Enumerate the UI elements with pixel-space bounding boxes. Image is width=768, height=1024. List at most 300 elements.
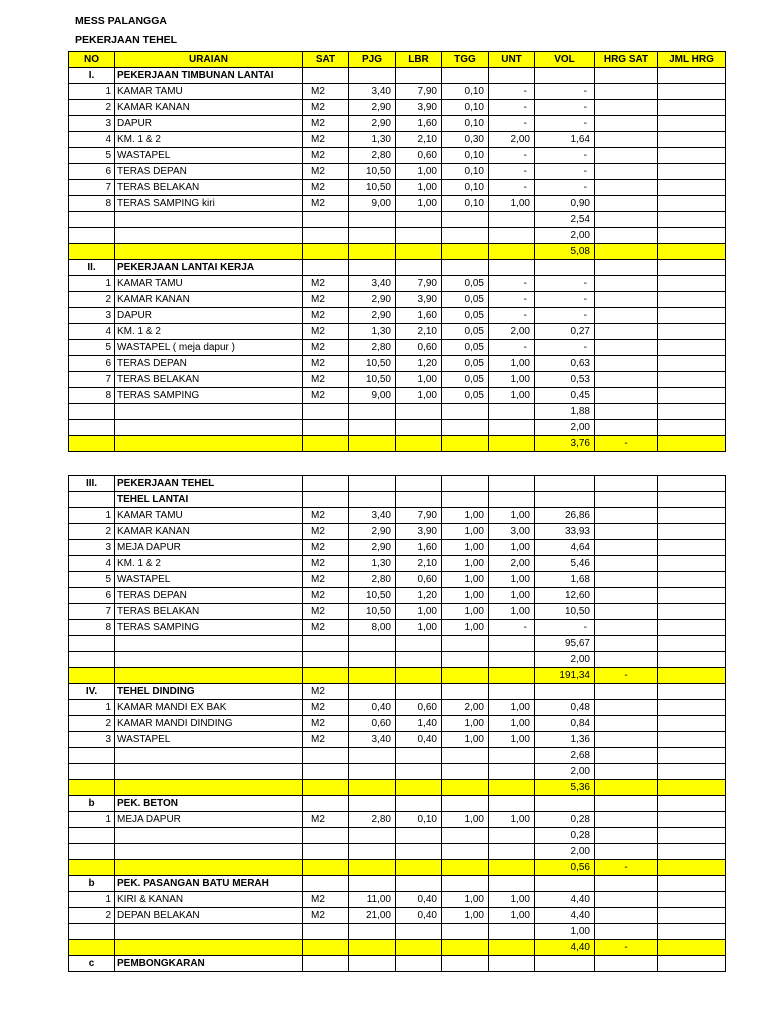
cell-no: 1	[69, 700, 115, 716]
cell-no	[69, 924, 115, 940]
cell-sat: M2	[303, 388, 349, 404]
column-header: JML HRG	[658, 52, 726, 68]
cell-hrg	[595, 324, 658, 340]
cell-vol: 2,54	[535, 212, 595, 228]
cell-uraian	[115, 860, 303, 876]
cell-tgg	[442, 876, 489, 892]
cell-pjg	[349, 876, 396, 892]
cell-jml	[658, 876, 726, 892]
cell-unt: 1,00	[489, 588, 535, 604]
cell-uraian: TERAS SAMPING	[115, 388, 303, 404]
cell-sat: M2	[303, 812, 349, 828]
cell-pjg	[349, 260, 396, 276]
cell-jml	[658, 924, 726, 940]
cell-lbr: 0,60	[396, 340, 442, 356]
total-row	[69, 436, 726, 452]
cell-uraian: WASTAPEL	[115, 148, 303, 164]
cell-hrg	[595, 508, 658, 524]
cell-unt	[489, 764, 535, 780]
cell-lbr	[396, 244, 442, 260]
cell-lbr	[396, 828, 442, 844]
total-row	[69, 668, 726, 684]
cell-unt	[489, 956, 535, 972]
cell-tgg	[442, 244, 489, 260]
cell-jml	[658, 100, 726, 116]
cell-jml	[658, 636, 726, 652]
cell-tgg	[442, 668, 489, 684]
cell-tgg	[442, 860, 489, 876]
cell-tgg: 0,10	[442, 84, 489, 100]
cell-uraian: KAMAR KANAN	[115, 524, 303, 540]
cell-uraian: TERAS DEPAN	[115, 164, 303, 180]
table-row	[69, 892, 726, 908]
cell-lbr: 1,00	[396, 164, 442, 180]
cell-hrg	[595, 84, 658, 100]
cell-jml	[658, 420, 726, 436]
cell-uraian: PEK. PASANGAN BATU MERAH	[115, 876, 303, 892]
cell-jml	[658, 844, 726, 860]
cell-no: b	[69, 876, 115, 892]
cell-jml	[658, 196, 726, 212]
table-row	[69, 164, 726, 180]
cell-pjg: 0,60	[349, 716, 396, 732]
cell-pjg: 10,50	[349, 604, 396, 620]
cell-uraian: KAMAR KANAN	[115, 292, 303, 308]
cell-no: II.	[69, 260, 115, 276]
cell-hrg	[595, 180, 658, 196]
cell-vol: -	[535, 148, 595, 164]
cell-unt	[489, 244, 535, 260]
table-row	[69, 540, 726, 556]
table-row	[69, 716, 726, 732]
cell-hrg	[595, 420, 658, 436]
cell-unt: -	[489, 340, 535, 356]
cell-uraian: MEJA DAPUR	[115, 540, 303, 556]
table-row	[69, 636, 726, 652]
cell-vol: 191,34	[535, 668, 595, 684]
cell-uraian	[115, 228, 303, 244]
cell-no: 1	[69, 892, 115, 908]
cell-sat	[303, 956, 349, 972]
cell-tgg	[442, 260, 489, 276]
cell-sat	[303, 764, 349, 780]
cell-vol: 2,00	[535, 844, 595, 860]
cell-hrg	[595, 404, 658, 420]
cell-hrg	[595, 372, 658, 388]
cell-sat: M2	[303, 620, 349, 636]
cell-sat	[303, 780, 349, 796]
cell-hrg	[595, 572, 658, 588]
cell-hrg: -	[595, 860, 658, 876]
cell-unt: -	[489, 116, 535, 132]
cell-lbr	[396, 260, 442, 276]
cell-vol: 3,76	[535, 436, 595, 452]
cell-hrg	[595, 892, 658, 908]
cell-lbr: 0,40	[396, 892, 442, 908]
cell-pjg: 2,90	[349, 116, 396, 132]
cell-lbr	[396, 844, 442, 860]
cell-jml	[658, 652, 726, 668]
cell-vol	[535, 876, 595, 892]
cell-unt: 1,00	[489, 196, 535, 212]
cell-unt	[489, 828, 535, 844]
cell-vol: 10,50	[535, 604, 595, 620]
cell-jml	[658, 228, 726, 244]
cell-no: 2	[69, 908, 115, 924]
cell-lbr: 1,40	[396, 716, 442, 732]
cell-sat	[303, 796, 349, 812]
cell-jml	[658, 684, 726, 700]
cell-jml	[658, 492, 726, 508]
cell-uraian: KM. 1 & 2	[115, 324, 303, 340]
cell-lbr: 0,60	[396, 572, 442, 588]
cell-hrg	[595, 116, 658, 132]
cell-uraian: KAMAR KANAN	[115, 100, 303, 116]
cell-no: 3	[69, 540, 115, 556]
cell-no: 7	[69, 604, 115, 620]
work-table-1	[68, 51, 726, 452]
cell-sat	[303, 260, 349, 276]
cell-uraian: KIRI & KANAN	[115, 892, 303, 908]
cell-lbr	[396, 68, 442, 84]
cell-vol: 0,28	[535, 828, 595, 844]
cell-unt	[489, 212, 535, 228]
cell-lbr: 1,60	[396, 308, 442, 324]
cell-tgg	[442, 436, 489, 452]
table-row	[69, 420, 726, 436]
cell-pjg: 2,80	[349, 148, 396, 164]
cell-lbr: 1,00	[396, 604, 442, 620]
page-subtitle: PEKERJAAN TEHEL	[75, 34, 178, 46]
table-row	[69, 556, 726, 572]
cell-lbr: 1,00	[396, 388, 442, 404]
column-header: TGG	[442, 52, 489, 68]
cell-no	[69, 828, 115, 844]
cell-pjg	[349, 228, 396, 244]
cell-unt	[489, 876, 535, 892]
cell-no	[69, 652, 115, 668]
cell-lbr: 7,90	[396, 276, 442, 292]
cell-uraian	[115, 652, 303, 668]
cell-unt	[489, 420, 535, 436]
cell-tgg	[442, 764, 489, 780]
cell-jml	[658, 292, 726, 308]
cell-sat	[303, 228, 349, 244]
cell-tgg	[442, 652, 489, 668]
cell-unt	[489, 260, 535, 276]
table-row	[69, 100, 726, 116]
cell-hrg	[595, 308, 658, 324]
cell-tgg: 0,05	[442, 292, 489, 308]
table-row	[69, 388, 726, 404]
cell-hrg	[595, 748, 658, 764]
cell-tgg: 1,00	[442, 556, 489, 572]
cell-tgg: 1,00	[442, 540, 489, 556]
cell-vol: 0,27	[535, 324, 595, 340]
cell-pjg: 1,30	[349, 132, 396, 148]
cell-vol: 1,36	[535, 732, 595, 748]
cell-pjg	[349, 956, 396, 972]
cell-hrg	[595, 636, 658, 652]
cell-hrg	[595, 588, 658, 604]
table-row	[69, 292, 726, 308]
cell-vol: 1,68	[535, 572, 595, 588]
cell-tgg	[442, 828, 489, 844]
cell-lbr: 0,60	[396, 700, 442, 716]
table-row	[69, 196, 726, 212]
cell-no	[69, 244, 115, 260]
cell-uraian: TEHEL DINDING	[115, 684, 303, 700]
column-header: HRG SAT	[595, 52, 658, 68]
cell-sat: M2	[303, 716, 349, 732]
cell-uraian: PEKERJAAN TIMBUNAN LANTAI	[115, 68, 303, 84]
cell-pjg	[349, 684, 396, 700]
table-row	[69, 404, 726, 420]
cell-pjg	[349, 828, 396, 844]
cell-hrg	[595, 524, 658, 540]
table-row	[69, 908, 726, 924]
cell-vol: 0,63	[535, 356, 595, 372]
cell-vol: -	[535, 84, 595, 100]
table-row	[69, 180, 726, 196]
cell-pjg: 2,90	[349, 308, 396, 324]
cell-tgg: 0,05	[442, 276, 489, 292]
cell-no: 2	[69, 524, 115, 540]
cell-uraian: WASTAPEL	[115, 732, 303, 748]
cell-sat	[303, 652, 349, 668]
cell-tgg: 0,10	[442, 196, 489, 212]
cell-lbr	[396, 860, 442, 876]
cell-vol: 95,67	[535, 636, 595, 652]
cell-uraian: TERAS BELAKAN	[115, 604, 303, 620]
table-row	[69, 356, 726, 372]
cell-no: 8	[69, 388, 115, 404]
cell-sat: M2	[303, 148, 349, 164]
cell-no: 1	[69, 84, 115, 100]
column-header: UNT	[489, 52, 535, 68]
cell-no: 5	[69, 572, 115, 588]
table-row	[69, 228, 726, 244]
cell-sat	[303, 68, 349, 84]
table-row	[69, 508, 726, 524]
cell-pjg	[349, 780, 396, 796]
cell-sat: M2	[303, 732, 349, 748]
cell-jml	[658, 780, 726, 796]
cell-hrg	[595, 196, 658, 212]
cell-vol	[535, 476, 595, 492]
cell-hrg	[595, 876, 658, 892]
table-row	[69, 748, 726, 764]
table-row	[69, 212, 726, 228]
section-row	[69, 684, 726, 700]
cell-no: 6	[69, 588, 115, 604]
cell-no: 7	[69, 180, 115, 196]
cell-no	[69, 492, 115, 508]
cell-sat: M2	[303, 340, 349, 356]
table-row	[69, 588, 726, 604]
cell-jml	[658, 132, 726, 148]
cell-hrg	[595, 260, 658, 276]
cell-jml	[658, 404, 726, 420]
cell-tgg	[442, 748, 489, 764]
cell-jml	[658, 260, 726, 276]
cell-jml	[658, 620, 726, 636]
cell-tgg: 1,00	[442, 604, 489, 620]
cell-sat: M2	[303, 524, 349, 540]
cell-pjg: 9,00	[349, 388, 396, 404]
cell-vol: -	[535, 180, 595, 196]
cell-vol: 1,00	[535, 924, 595, 940]
cell-sat	[303, 860, 349, 876]
cell-tgg: 0,10	[442, 116, 489, 132]
cell-unt: 1,00	[489, 812, 535, 828]
section-row	[69, 956, 726, 972]
cell-vol: 4,40	[535, 892, 595, 908]
cell-no: 4	[69, 556, 115, 572]
cell-pjg: 2,80	[349, 572, 396, 588]
cell-unt	[489, 636, 535, 652]
cell-pjg	[349, 68, 396, 84]
cell-pjg	[349, 668, 396, 684]
cell-lbr: 1,00	[396, 180, 442, 196]
cell-unt: 1,00	[489, 908, 535, 924]
cell-uraian: KAMAR MANDI DINDING	[115, 716, 303, 732]
cell-hrg	[595, 148, 658, 164]
cell-uraian: TERAS SAMPING kiri	[115, 196, 303, 212]
cell-unt: 3,00	[489, 524, 535, 540]
cell-sat: M2	[303, 892, 349, 908]
cell-hrg: -	[595, 940, 658, 956]
cell-tgg: 1,00	[442, 812, 489, 828]
cell-lbr: 0,40	[396, 732, 442, 748]
cell-uraian: MEJA DAPUR	[115, 812, 303, 828]
cell-tgg	[442, 844, 489, 860]
cell-hrg	[595, 356, 658, 372]
cell-jml	[658, 732, 726, 748]
cell-sat: M2	[303, 292, 349, 308]
cell-vol: 0,48	[535, 700, 595, 716]
cell-tgg	[442, 684, 489, 700]
cell-sat	[303, 924, 349, 940]
cell-pjg: 1,30	[349, 324, 396, 340]
cell-lbr	[396, 780, 442, 796]
cell-jml	[658, 828, 726, 844]
cell-no: 1	[69, 508, 115, 524]
cell-jml	[658, 324, 726, 340]
cell-jml	[658, 604, 726, 620]
cell-lbr	[396, 212, 442, 228]
cell-no: 5	[69, 148, 115, 164]
cell-sat	[303, 404, 349, 420]
cell-pjg	[349, 420, 396, 436]
cell-no	[69, 844, 115, 860]
cell-unt	[489, 748, 535, 764]
cell-sat	[303, 212, 349, 228]
cell-vol: 5,36	[535, 780, 595, 796]
section-row	[69, 260, 726, 276]
cell-unt: -	[489, 84, 535, 100]
cell-hrg	[595, 292, 658, 308]
cell-jml	[658, 388, 726, 404]
cell-tgg: 0,05	[442, 308, 489, 324]
cell-vol: 1,64	[535, 132, 595, 148]
cell-no	[69, 940, 115, 956]
cell-hrg	[595, 276, 658, 292]
cell-tgg	[442, 420, 489, 436]
cell-tgg: 0,05	[442, 356, 489, 372]
cell-uraian: DEPAN BELAKAN	[115, 908, 303, 924]
cell-lbr: 2,10	[396, 556, 442, 572]
cell-uraian: KM. 1 & 2	[115, 132, 303, 148]
cell-no: I.	[69, 68, 115, 84]
cell-lbr: 1,00	[396, 620, 442, 636]
cell-sat: M2	[303, 100, 349, 116]
cell-sat: M2	[303, 684, 349, 700]
cell-unt: -	[489, 164, 535, 180]
cell-hrg	[595, 764, 658, 780]
cell-pjg	[349, 436, 396, 452]
cell-pjg: 10,50	[349, 180, 396, 196]
cell-hrg	[595, 956, 658, 972]
cell-lbr	[396, 404, 442, 420]
cell-tgg	[442, 68, 489, 84]
cell-jml	[658, 356, 726, 372]
cell-jml	[658, 524, 726, 540]
cell-uraian	[115, 244, 303, 260]
cell-lbr: 3,90	[396, 292, 442, 308]
cell-jml	[658, 276, 726, 292]
cell-pjg	[349, 636, 396, 652]
cell-sat	[303, 844, 349, 860]
cell-vol	[535, 796, 595, 812]
cell-unt	[489, 780, 535, 796]
cell-lbr	[396, 684, 442, 700]
cell-pjg: 10,50	[349, 372, 396, 388]
cell-no: 2	[69, 292, 115, 308]
cell-hrg	[595, 780, 658, 796]
cell-vol: 2,00	[535, 652, 595, 668]
cell-vol	[535, 684, 595, 700]
cell-pjg	[349, 748, 396, 764]
cell-jml	[658, 212, 726, 228]
cell-unt: 2,00	[489, 556, 535, 572]
cell-uraian: PEK. BETON	[115, 796, 303, 812]
table-row	[69, 572, 726, 588]
cell-no	[69, 860, 115, 876]
cell-uraian	[115, 436, 303, 452]
cell-lbr: 2,10	[396, 324, 442, 340]
column-header: LBR	[396, 52, 442, 68]
cell-no	[69, 668, 115, 684]
cell-jml	[658, 748, 726, 764]
cell-vol	[535, 956, 595, 972]
cell-lbr: 7,90	[396, 508, 442, 524]
cell-unt	[489, 684, 535, 700]
cell-vol: 2,00	[535, 228, 595, 244]
cell-jml	[658, 556, 726, 572]
cell-no: 7	[69, 372, 115, 388]
cell-lbr	[396, 476, 442, 492]
cell-lbr: 3,90	[396, 100, 442, 116]
cell-uraian: KAMAR MANDI EX BAK	[115, 700, 303, 716]
cell-uraian	[115, 420, 303, 436]
cell-sat: M2	[303, 508, 349, 524]
cell-sat	[303, 876, 349, 892]
cell-unt: 1,00	[489, 388, 535, 404]
total-row	[69, 244, 726, 260]
cell-hrg	[595, 132, 658, 148]
cell-uraian: TEHEL LANTAI	[115, 492, 303, 508]
